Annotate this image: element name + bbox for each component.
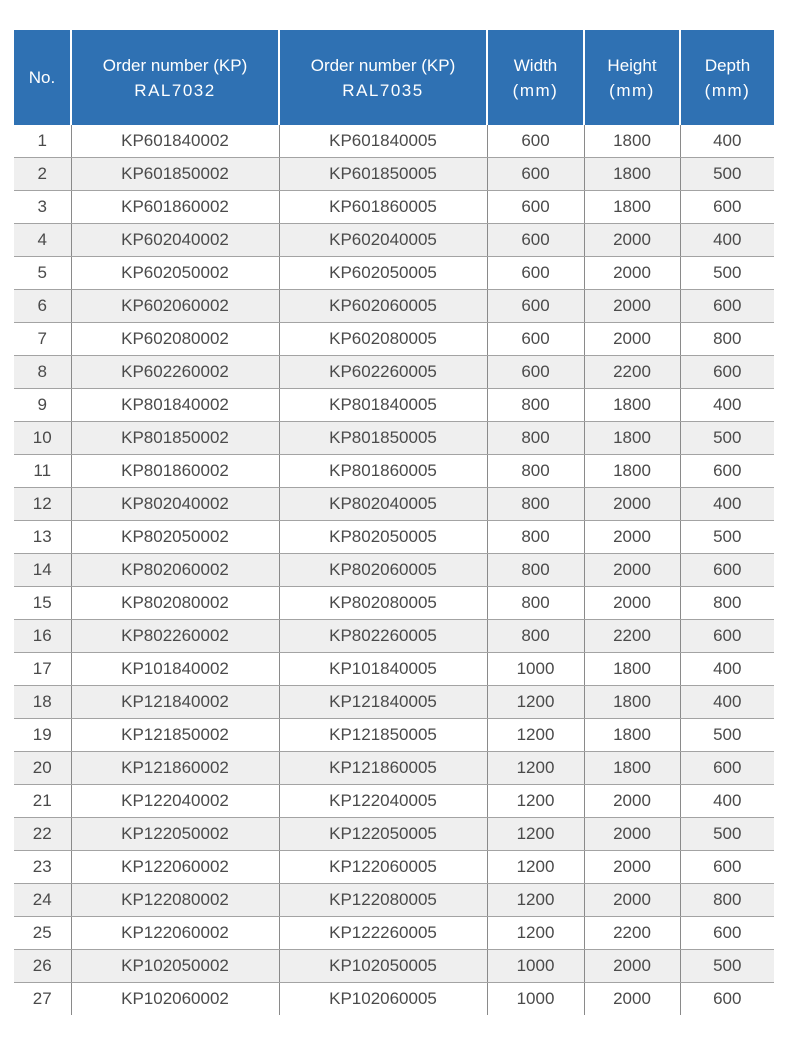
row-number-cell: 12 — [14, 488, 71, 521]
depth-cell: 400 — [680, 389, 774, 422]
table-row — [14, 521, 774, 554]
height-cell: 1800 — [584, 653, 680, 686]
height-cell: 2200 — [584, 356, 680, 389]
header-row — [14, 30, 774, 125]
table-row — [14, 554, 774, 587]
header-depth — [680, 30, 774, 125]
row-number-cell: 26 — [14, 950, 71, 983]
height-cell: 2200 — [584, 620, 680, 653]
depth-cell: 600 — [680, 983, 774, 1016]
order-ral7032-cell: KP602260002 — [71, 356, 279, 389]
width-cell: 1200 — [487, 884, 584, 917]
order-ral7035-cell: KP102060005 — [279, 983, 487, 1016]
spec-table-container — [14, 30, 774, 1015]
header-order-ral7035-label: Order number (KP) — [310, 55, 456, 75]
header-width-label: Width — [513, 55, 558, 75]
depth-cell: 600 — [680, 290, 774, 323]
width-cell: 1200 — [487, 917, 584, 950]
order-ral7032-cell: KP802080002 — [71, 587, 279, 620]
row-number-cell: 10 — [14, 422, 71, 455]
row-number-cell: 23 — [14, 851, 71, 884]
height-cell: 1800 — [584, 125, 680, 158]
order-ral7032-cell: KP122050002 — [71, 818, 279, 851]
depth-cell: 400 — [680, 125, 774, 158]
order-ral7032-cell: KP801860002 — [71, 455, 279, 488]
row-number-cell: 14 — [14, 554, 71, 587]
order-ral7032-cell: KP122080002 — [71, 884, 279, 917]
header-height-unit: (mm) — [609, 80, 655, 100]
depth-cell: 500 — [680, 422, 774, 455]
header-width — [487, 30, 584, 125]
row-number-cell: 20 — [14, 752, 71, 785]
height-cell: 2000 — [584, 323, 680, 356]
height-cell: 2000 — [584, 851, 680, 884]
order-ral7035-cell: KP122080005 — [279, 884, 487, 917]
order-ral7032-cell: KP602050002 — [71, 257, 279, 290]
row-number-cell: 5 — [14, 257, 71, 290]
order-ral7032-cell: KP602060002 — [71, 290, 279, 323]
header-height — [584, 30, 680, 125]
depth-cell: 400 — [680, 488, 774, 521]
width-cell: 600 — [487, 356, 584, 389]
row-number-cell: 24 — [14, 884, 71, 917]
order-ral7035-cell: KP121840005 — [279, 686, 487, 719]
row-number-cell: 17 — [14, 653, 71, 686]
height-cell: 2000 — [584, 257, 680, 290]
width-cell: 1000 — [487, 950, 584, 983]
depth-cell: 600 — [680, 917, 774, 950]
height-cell: 2000 — [584, 950, 680, 983]
row-number-cell: 9 — [14, 389, 71, 422]
width-cell: 600 — [487, 191, 584, 224]
order-ral7035-cell: KP121850005 — [279, 719, 487, 752]
height-cell: 2000 — [584, 983, 680, 1016]
order-ral7035-cell: KP801850005 — [279, 422, 487, 455]
order-ral7035-cell: KP102050005 — [279, 950, 487, 983]
row-number-cell: 4 — [14, 224, 71, 257]
width-cell: 600 — [487, 290, 584, 323]
row-number-cell: 19 — [14, 719, 71, 752]
table-row — [14, 851, 774, 884]
depth-cell: 500 — [680, 818, 774, 851]
width-cell: 800 — [487, 620, 584, 653]
header-depth-label: Depth — [704, 55, 751, 75]
order-ral7035-cell: KP802060005 — [279, 554, 487, 587]
header-width-unit: (mm) — [512, 80, 559, 100]
header-height-label: Height — [607, 55, 657, 75]
table-row — [14, 191, 774, 224]
height-cell: 1800 — [584, 422, 680, 455]
table-row — [14, 158, 774, 191]
table-row — [14, 224, 774, 257]
depth-cell: 600 — [680, 620, 774, 653]
width-cell: 1000 — [487, 653, 584, 686]
order-ral7032-cell: KP801850002 — [71, 422, 279, 455]
order-ral7032-cell: KP602080002 — [71, 323, 279, 356]
height-cell: 1800 — [584, 686, 680, 719]
order-ral7032-cell: KP802260002 — [71, 620, 279, 653]
depth-cell: 800 — [680, 884, 774, 917]
height-cell: 2200 — [584, 917, 680, 950]
width-cell: 1200 — [487, 785, 584, 818]
width-cell: 600 — [487, 257, 584, 290]
order-ral7032-cell: KP601850002 — [71, 158, 279, 191]
width-cell: 1000 — [487, 983, 584, 1016]
header-depth-unit: (mm) — [704, 80, 751, 100]
depth-cell: 800 — [680, 323, 774, 356]
depth-cell: 500 — [680, 257, 774, 290]
row-number-cell: 2 — [14, 158, 71, 191]
table-row — [14, 587, 774, 620]
depth-cell: 600 — [680, 455, 774, 488]
order-ral7035-cell: KP601850005 — [279, 158, 487, 191]
table-row — [14, 884, 774, 917]
order-ral7032-cell: KP102060002 — [71, 983, 279, 1016]
height-cell: 1800 — [584, 389, 680, 422]
width-cell: 800 — [487, 422, 584, 455]
width-cell: 600 — [487, 224, 584, 257]
width-cell: 800 — [487, 587, 584, 620]
height-cell: 1800 — [584, 158, 680, 191]
header-order-ral7032-color: RAL7032 — [134, 80, 216, 100]
table-row — [14, 257, 774, 290]
height-cell: 2000 — [584, 884, 680, 917]
order-ral7035-cell: KP602040005 — [279, 224, 487, 257]
order-ral7032-cell: KP601840002 — [71, 125, 279, 158]
order-ral7035-cell: KP601840005 — [279, 125, 487, 158]
row-number-cell: 11 — [14, 455, 71, 488]
table-row — [14, 818, 774, 851]
order-ral7032-cell: KP121840002 — [71, 686, 279, 719]
table-row — [14, 125, 774, 158]
depth-cell: 600 — [680, 752, 774, 785]
row-number-cell: 7 — [14, 323, 71, 356]
height-cell: 2000 — [584, 224, 680, 257]
order-ral7035-cell: KP602060005 — [279, 290, 487, 323]
order-ral7035-cell: KP122260005 — [279, 917, 487, 950]
table-row — [14, 785, 774, 818]
row-number-cell: 13 — [14, 521, 71, 554]
order-ral7035-cell: KP801840005 — [279, 389, 487, 422]
order-ral7032-cell: KP801840002 — [71, 389, 279, 422]
depth-cell: 500 — [680, 950, 774, 983]
order-ral7035-cell: KP101840005 — [279, 653, 487, 686]
order-ral7035-cell: KP122060005 — [279, 851, 487, 884]
table-row — [14, 323, 774, 356]
header-order-ral7032 — [71, 30, 279, 125]
order-ral7035-cell: KP122050005 — [279, 818, 487, 851]
depth-cell: 400 — [680, 785, 774, 818]
order-ral7035-cell: KP601860005 — [279, 191, 487, 224]
table-row — [14, 488, 774, 521]
row-number-cell: 27 — [14, 983, 71, 1016]
height-cell: 2000 — [584, 488, 680, 521]
depth-cell: 400 — [680, 653, 774, 686]
depth-cell: 400 — [680, 686, 774, 719]
depth-cell: 400 — [680, 224, 774, 257]
table-row — [14, 653, 774, 686]
order-ral7035-cell: KP802080005 — [279, 587, 487, 620]
width-cell: 800 — [487, 521, 584, 554]
table-row — [14, 620, 774, 653]
order-ral7035-cell: KP802050005 — [279, 521, 487, 554]
table-row — [14, 455, 774, 488]
header-order-ral7032-label: Order number (KP) — [102, 55, 248, 75]
depth-cell: 500 — [680, 521, 774, 554]
row-number-cell: 1 — [14, 125, 71, 158]
order-ral7035-cell: KP602050005 — [279, 257, 487, 290]
table-row — [14, 983, 774, 1016]
depth-cell: 600 — [680, 356, 774, 389]
width-cell: 800 — [487, 554, 584, 587]
height-cell: 1800 — [584, 455, 680, 488]
row-number-cell: 22 — [14, 818, 71, 851]
table-row — [14, 950, 774, 983]
width-cell: 1200 — [487, 719, 584, 752]
order-ral7032-cell: KP121860002 — [71, 752, 279, 785]
order-ral7032-cell: KP122040002 — [71, 785, 279, 818]
row-number-cell: 3 — [14, 191, 71, 224]
header-no-label: No. — [28, 68, 56, 87]
table-row — [14, 917, 774, 950]
order-ral7035-cell: KP602260005 — [279, 356, 487, 389]
order-ral7032-cell: KP102050002 — [71, 950, 279, 983]
order-ral7032-cell: KP122060002 — [71, 851, 279, 884]
order-ral7032-cell: KP601860002 — [71, 191, 279, 224]
row-number-cell: 6 — [14, 290, 71, 323]
row-number-cell: 8 — [14, 356, 71, 389]
order-ral7032-cell: KP121850002 — [71, 719, 279, 752]
width-cell: 1200 — [487, 752, 584, 785]
height-cell: 2000 — [584, 554, 680, 587]
height-cell: 2000 — [584, 521, 680, 554]
order-ral7035-cell: KP801860005 — [279, 455, 487, 488]
order-ral7032-cell: KP802050002 — [71, 521, 279, 554]
order-ral7035-cell: KP121860005 — [279, 752, 487, 785]
row-number-cell: 18 — [14, 686, 71, 719]
width-cell: 1200 — [487, 851, 584, 884]
table-row — [14, 719, 774, 752]
table-body — [14, 125, 774, 1015]
row-number-cell: 25 — [14, 917, 71, 950]
order-ral7035-cell: KP802040005 — [279, 488, 487, 521]
height-cell: 2000 — [584, 785, 680, 818]
height-cell: 1800 — [584, 719, 680, 752]
width-cell: 600 — [487, 323, 584, 356]
width-cell: 1200 — [487, 686, 584, 719]
order-ral7032-cell: KP101840002 — [71, 653, 279, 686]
table-row — [14, 686, 774, 719]
order-ral7035-cell: KP802260005 — [279, 620, 487, 653]
width-cell: 800 — [487, 389, 584, 422]
order-ral7032-cell: KP602040002 — [71, 224, 279, 257]
height-cell: 1800 — [584, 752, 680, 785]
height-cell: 2000 — [584, 290, 680, 323]
order-ral7032-cell: KP802060002 — [71, 554, 279, 587]
depth-cell: 500 — [680, 719, 774, 752]
table-row — [14, 356, 774, 389]
table-row — [14, 389, 774, 422]
header-order-ral7035-color: RAL7035 — [342, 80, 424, 100]
depth-cell: 500 — [680, 158, 774, 191]
width-cell: 1200 — [487, 818, 584, 851]
table-row — [14, 290, 774, 323]
order-ral7032-cell: KP122060002 — [71, 917, 279, 950]
order-ral7035-cell: KP122040005 — [279, 785, 487, 818]
depth-cell: 600 — [680, 554, 774, 587]
order-spec-table — [14, 30, 774, 1015]
row-number-cell: 15 — [14, 587, 71, 620]
order-ral7035-cell: KP602080005 — [279, 323, 487, 356]
header-order-ral7035 — [279, 30, 487, 125]
order-ral7032-cell: KP802040002 — [71, 488, 279, 521]
height-cell: 1800 — [584, 191, 680, 224]
width-cell: 600 — [487, 125, 584, 158]
height-cell: 2000 — [584, 587, 680, 620]
table-row — [14, 752, 774, 785]
width-cell: 800 — [487, 488, 584, 521]
row-number-cell: 16 — [14, 620, 71, 653]
depth-cell: 600 — [680, 191, 774, 224]
table-row — [14, 422, 774, 455]
header-no — [14, 30, 71, 125]
row-number-cell: 21 — [14, 785, 71, 818]
table-header — [14, 30, 774, 125]
width-cell: 800 — [487, 455, 584, 488]
width-cell: 600 — [487, 158, 584, 191]
depth-cell: 800 — [680, 587, 774, 620]
height-cell: 2000 — [584, 818, 680, 851]
depth-cell: 600 — [680, 851, 774, 884]
